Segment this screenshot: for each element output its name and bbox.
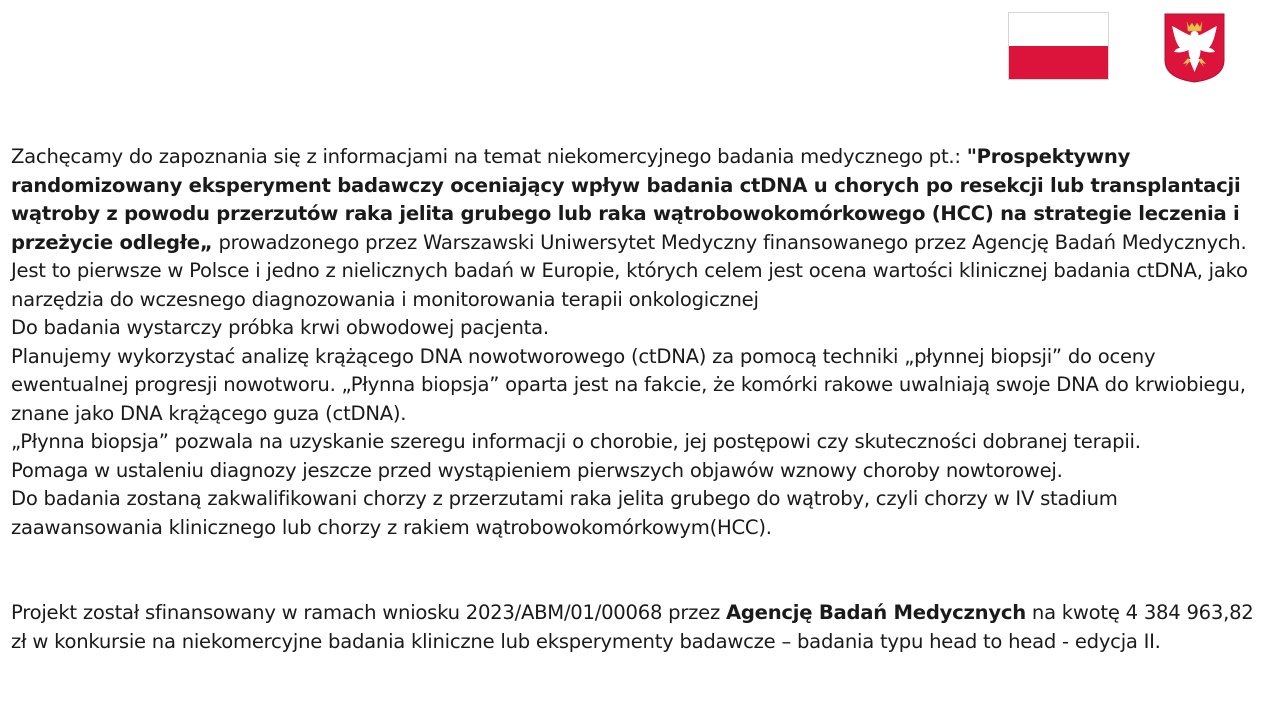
intro-tail: prowadzonego przez Warszawski Uniwersytet Medyczny finansowanego przez Agencję Badań Medycznych. [212, 230, 1247, 254]
spacer [11, 542, 1273, 599]
study-title: "Prospektywny randomizowany eksperyment badawczy oceniający wpływ badania ctDNA u chorych po resekcji lub transplantacji wątroby z powodu przerzutów raka jelita grubego lub raka wątrobowokomórkowego (HCC) na strategie leczenia i przeżycie odległe„ [11, 145, 1241, 254]
polish-eagle-emblem-icon [1163, 12, 1226, 84]
paragraph-eligibility: Do badania zostaną zakwalifikowani chorzy z przerzutami raka jelita grubego do wątroby, czyli chorzy w IV stadium zaawansowania klinicznego lub chorzy z rakiem wątrobowokomórkowym(HCC). [11, 487, 1118, 539]
paragraph-liquid-biopsy: Planujemy wykorzystać analizę krążącego DNA nowotworowego (ctDNA) za pomocą techniki „płynnej biopsji” do oceny ewentualnej progresji nowotworu. „Płynna biopsja” oparta jest na fakcie, że komórki rakowe uwalniają swoje DNA do krwiobiegu, znane jako DNA krążącego guza (ctDNA). [11, 344, 1246, 425]
intro-paragraph [11, 143, 1273, 257]
paragraph-diagnosis: Pomaga w ustaleniu diagnozy jeszcze przed wystąpieniem pierwszych objawów wznowy choroby nowtorowej. [11, 458, 1063, 482]
intro-lead: Zachęcamy do zapoznania się z informacjami na temat niekomercyjnego badania medycznego pt.: [11, 145, 967, 168]
funding-agency: Agencję Badań Medycznych [725, 601, 1026, 624]
paragraph-purpose: Jest to pierwsze w Polsce i jedno z nielicznych badań w Europie, których celem jest ocena wartości klinicznej badania ctDNA, jako narzędzia do wczesnego diagnozowania i monitorowania terapii onkologicznej [11, 259, 1248, 311]
polish-flag-icon [1008, 12, 1109, 80]
paragraph-sample: Do badania wystarczy próbka krwi obwodowej pacjenta. [11, 316, 549, 339]
main-text [11, 143, 1273, 656]
flag-white-stripe [1009, 13, 1108, 46]
funding-tail: na kwotę 4 384 963,82 zł w konkursie na niekomercyjne badania kliniczne lub eksperymenty badawcze – badania typu head to head - edycja II. [11, 601, 1254, 653]
funding-lead: Projekt został sfinansowany w ramach wniosku 2023/ABM/01/00068 przez [11, 601, 726, 624]
funding-paragraph [11, 599, 1273, 656]
flag-red-stripe [1009, 46, 1108, 79]
paragraph-biopsy-info: „Płynna biopsja” pozwala na uzyskanie szeregu informacji o chorobie, jej postępowi czy skuteczności dobranej terapii. [11, 430, 1141, 453]
